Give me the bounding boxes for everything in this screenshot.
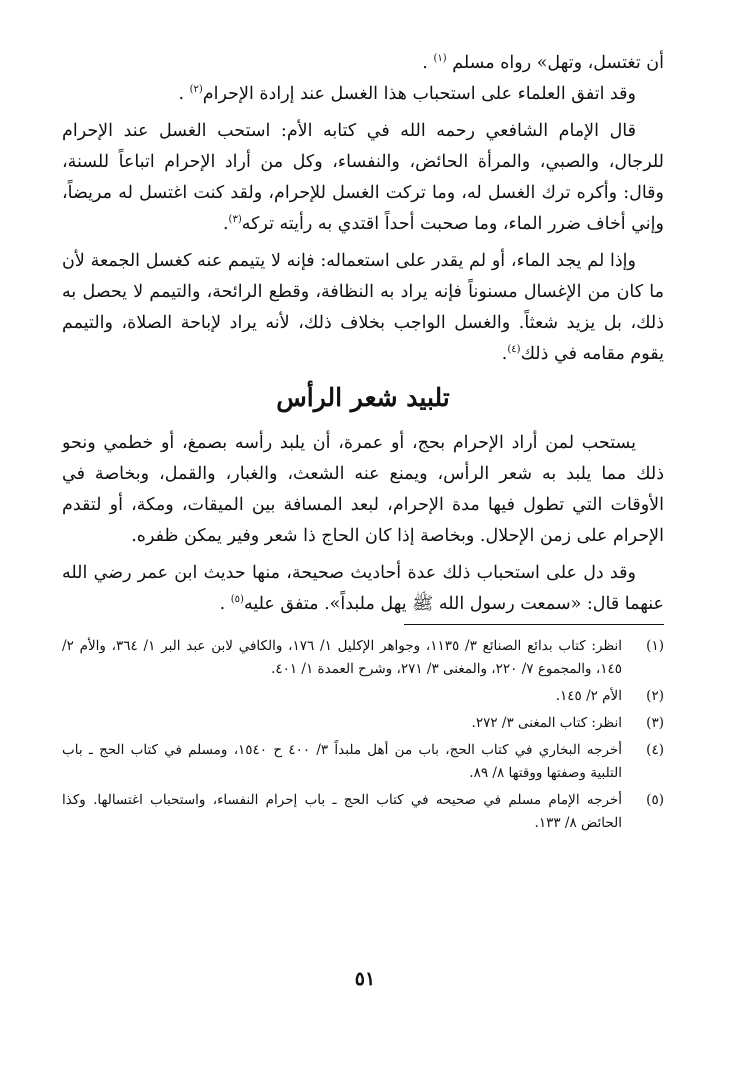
footnote-ref-3[interactable]: (٣)	[228, 214, 242, 226]
footnote-text: أخرجه البخاري في كتاب الحج، باب من أهل ملبداً ٣/ ٤٠٠ ح ١٥٤٠، ومسلم في كتاب الحج ـ باب التلبية وصفتها ووقتها ٨/ ٨٩.	[62, 742, 623, 781]
section-heading: تلبيد شعر الرأس	[276, 383, 450, 412]
paragraph-6-text: وقد دل على استحباب ذلك عدة أحاديث صحيحة، منها حديث ابن عمر رضي الله عنهما قال: «سمعت رسول الله ﷺ يهل ملبداً». متفق عليه	[62, 563, 664, 614]
paragraph-1-text: أن تغتسل، وتهل» رواه مسلم	[452, 53, 664, 73]
footnote-item	[62, 789, 664, 835]
paragraph-1-end: .	[422, 53, 428, 73]
paragraph-2	[62, 79, 664, 110]
footnote-text: أخرجه الإمام مسلم في صحيحه في كتاب الحج ـ باب إحرام النفساء، واستحباب اغتسالها. وكذا الحائض ٨/ ١٣٣.	[62, 792, 622, 831]
footnote-item	[62, 685, 664, 708]
paragraph-3-end: .	[222, 214, 229, 234]
footnote-number: (٥)	[646, 792, 664, 808]
paragraph-4	[62, 246, 664, 370]
footnote-divider	[404, 624, 664, 625]
paragraph-5: يستحب لمن أراد الإحرام بحج، أو عمرة، أن يلبد رأسه بصمغ، أو خطمي ونحو ذلك مما يلبد به شعر الرأس، ويمنع عنه الشعث، والغبار، والقمل، وبخاصة في الأوقات التي تطول فيها مدة الإحرام، لبعد المسافة بين الميقات، ومكة، أو لتقدم الإحرام على زمن الإحلال. وبخاصة إذا كان الحاج ذا شعر وفير يمكن ظفره.	[62, 433, 664, 546]
paragraph-1	[62, 48, 664, 79]
footnotes-list	[62, 635, 664, 835]
paragraph-2-text: وقد اتفق العلماء على استحباب هذا الغسل عند إرادة الإحرام	[202, 84, 636, 104]
footnote-ref-4[interactable]: (٤)	[507, 344, 521, 356]
footnote-text: الأم ٢/ ١٤٥.	[555, 688, 622, 704]
paragraph-4-end: .	[501, 344, 508, 364]
footnote-number: (١)	[646, 638, 664, 654]
footnote-text: انظر: كتاب المغنى ٣/ ٢٧٢.	[471, 715, 622, 731]
footnote-number: (٤)	[646, 742, 664, 758]
footnote-ref-1[interactable]: (١)	[433, 53, 447, 65]
footnote-item	[62, 739, 664, 785]
footnote-number: (٣)	[646, 715, 664, 731]
footnote-item	[62, 712, 664, 735]
footnote-text: انظر: كتاب بدائع الصنائع ٣/ ١١٣٥، وجواهر الإكليل ١/ ١٧٦، والكافي لابن عبد البر ١/ ٣٦٤، والأم ٢/ ١٤٥، والمجموع ٧/ ٢٢٠، والمغنى ٣/ ٢٧١، وشرح العمدة ١/ ٤٠١.	[62, 638, 623, 677]
paragraph-4-text: وإذا لم يجد الماء، أو لم يقدر على استعماله: فإنه لا يتيمم عنه كغسل الجمعة لأن ما كان من الإغسال مسنوناً فإنه يراد به النظافة، وقطع الرائحة، والتيمم لا يحصل به ذلك، بل يزيد شعثاً. والغسل الواجب بخلاف ذلك، لأنه يراد لإباحة الصلاة، والتيمم يقوم مقامه في ذلك	[62, 251, 664, 364]
footnote-item	[62, 635, 664, 681]
paragraph-6	[62, 558, 664, 620]
paragraph-6-end: .	[219, 594, 226, 614]
page-number: ٥١	[354, 968, 376, 990]
footnote-ref-5[interactable]: (٥)	[230, 594, 244, 606]
footnote-number: (٢)	[646, 688, 664, 704]
paragraph-3	[62, 116, 664, 240]
paragraph-2-end: .	[178, 84, 185, 104]
footnote-ref-2[interactable]: (٢)	[189, 84, 203, 96]
paragraph-3-text: قال الإمام الشافعي رحمه الله في كتابه الأم: استحب الغسل عند الإحرام للرجال، والصبي، والمرأة الحائض، والنفساء، وكل من أراد الإحرام اتباعاً للسنة، وقال: وأكره ترك الغسل له، وما تركت الغسل للإحرام، ولقد كنت اغتسل له مريضاً، وإني أخاف ضرر الماء، وما صحبت أحداً اقتدي به رأيته تركه	[62, 121, 664, 234]
